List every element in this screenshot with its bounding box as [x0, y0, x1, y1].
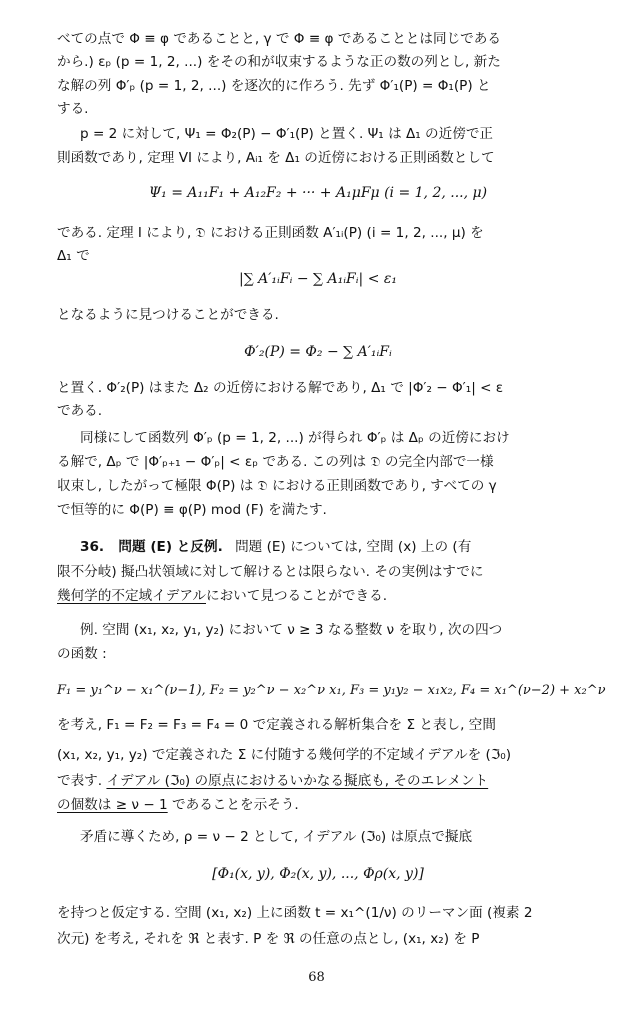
equation: F₁ = y₁^ν − x₁^(ν−1), F₂ = y₂^ν − x₂^ν x₁, F₃ = y₁y₂ − x₁x₂, F₄ = x₁^(ν−2) + x₂^ν [57, 683, 606, 698]
section-number: 36. [80, 539, 105, 555]
text-line: を考え, F₁ = F₂ = F₃ = F₄ = 0 で定義される解析集合を Σ と表し, 空間 [57, 717, 496, 733]
text-line: p = 2 に対して, Ψ₁ = Φ₂(P) − Φ′₁(P) と置く. Ψ₁ は Δ₁ の近傍で正 [80, 126, 494, 142]
section-heading-line [80, 537, 579, 557]
text-line: で恒等的に Φ(P) ≡ φ(P) mod (F) を満たす. [57, 502, 327, 518]
text-line: 矛盾に導くため, ρ = ν − 2 として, イデアル (ℑ₀) は原点で擬底 [80, 829, 473, 845]
equation: [Φ₁(x, y), Φ₂(x, y), ..., Φρ(x, y)] [212, 866, 424, 882]
text-line: 次元) を考え, それを ℜ と表す. P を ℜ の任意の点とし, (x₁, x₂) を P [57, 931, 480, 947]
text-line: べての点で Φ ≡ φ であることと, γ で Φ ≡ φ であることとは同じである [57, 31, 501, 47]
section-text: 問題 (E) については, 空間 (x) 上の (有 [235, 539, 472, 555]
text-span: であることを示そう. [167, 797, 299, 813]
text-line: Δ₁ で [57, 248, 90, 264]
text-line: 則函数であり, 定理 VI により, Aᵢ₁ を Δ₁ の近傍における正則函数として [57, 150, 495, 166]
underlined-term: 幾何学的不定域イデアル [57, 588, 206, 604]
text-line: から.) εₚ (p = 1, 2, ...) をその和が収束するような正の数の列とし, 新た [57, 54, 501, 70]
text-line: を持つと仮定する. 空間 (x₁, x₂) 上に函数 t = x₁^(1/ν) のリーマン面 (複素 2 [57, 905, 533, 921]
underlined-text: イデアル (ℑ₀) の原点におけるいかなる擬底も, そのエレメント [106, 773, 489, 789]
equation: Ψ₁ = A₁₁F₁ + A₁₂F₂ + ··· + A₁μFμ (i = 1, 2, ..., μ) [148, 185, 488, 201]
text-line [57, 795, 299, 815]
text-line: である. [57, 403, 103, 419]
text-line: る解で, Δₚ で |Φ′ₚ₊₁ − Φ′ₚ| < εₚ である. この列は 𝔇 の完全内部で一様 [57, 454, 494, 470]
section-title: 問題 (E) と反例. [118, 539, 223, 555]
text-span: において見つることができる. [206, 588, 388, 604]
text-line: する. [57, 101, 89, 117]
text-line: 同様にして函数列 Φ′ₚ (p = 1, 2, ...) が得られ Φ′ₚ は Δₚ の近傍におけ [80, 430, 510, 446]
text-line: な解の列 Φ′ₚ (p = 1, 2, ...) を逐次的に作ろう. 先ず Φ′₁(P) = Φ₁(P) と [57, 78, 491, 94]
text-line: の函数 : [57, 646, 107, 662]
text-line: となるように見つけることができる. [57, 307, 279, 323]
text-line: である. 定理 I により, 𝔇 における正則函数 A′₁ᵢ(P) (i = 1, 2, ..., μ) を [57, 225, 484, 241]
text-span: で表す. [57, 773, 107, 789]
text-line: 限不分岐) 擬凸状領域に対して解けるとは限らない. その実例はすでに [57, 564, 484, 580]
page-number: 68 [308, 970, 325, 985]
text-line: と置く. Φ′₂(P) はまた Δ₂ の近傍における解であり, Δ₁ で |Φ′₂ − Φ′₁| < ε [57, 380, 504, 396]
text-line [57, 586, 579, 606]
underlined-text: の個数は ≥ ν − 1 [57, 797, 168, 813]
text-line: (x₁, x₂, y₁, y₂) で定義された Σ に付随する幾何学的不定域イデアルを (ℑ₀) [57, 747, 512, 763]
text-line: 収束し, したがって極限 Φ(P) は 𝔇 における正則函数であり, すべての γ [57, 478, 497, 494]
text-line [57, 771, 579, 791]
equation: Φ′₂(P) = Φ₂ − ∑ A′₁ᵢFᵢ [244, 344, 392, 360]
equation: |∑ A′₁ᵢFᵢ − ∑ A₁ᵢFᵢ| < ε₁ [238, 271, 398, 287]
text-line: 例. 空間 (x₁, x₂, y₁, y₂) において ν ≥ 3 なる整数 ν を取り, 次の四つ [80, 622, 503, 638]
